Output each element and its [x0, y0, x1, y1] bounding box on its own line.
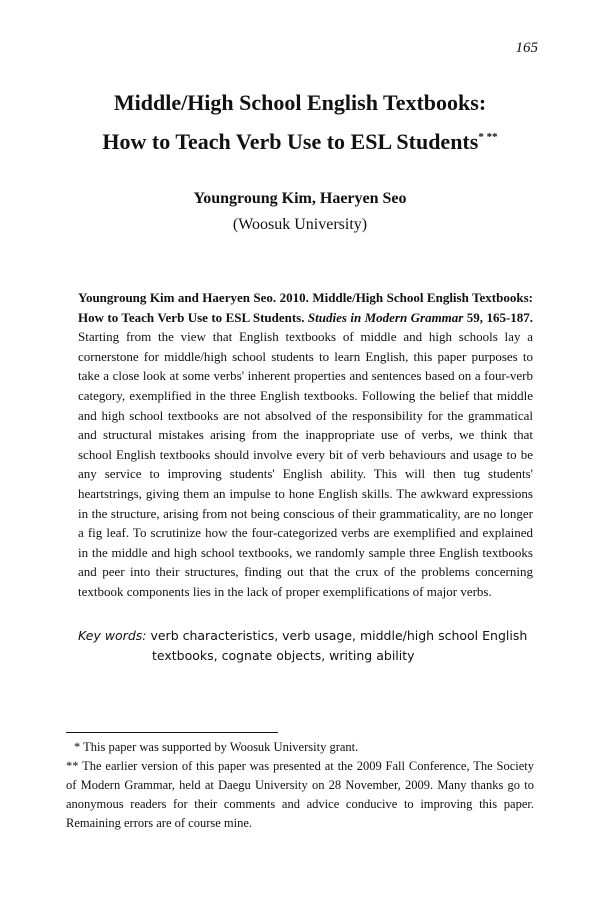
footnote-1-text: * This paper was supported by Woosuk University grant. [74, 740, 359, 754]
author-affiliation: (Woosuk University) [232, 216, 368, 233]
title-line-2 [0, 120, 600, 159]
page-number: 165 [515, 40, 538, 56]
title-footnote-marks: * ** [478, 131, 498, 143]
author-names: Youngroung Kim, Haeryen Seo [193, 190, 407, 207]
footnote-1 [66, 738, 534, 757]
title-line-1: Middle/High School English Textbooks: [113, 90, 487, 115]
keywords-line-1: verb characteristics, verb usage, middle/high school English [150, 628, 528, 643]
keywords-label: Key words: [78, 628, 147, 643]
abstract-journal: Studies in Modern Grammar [307, 309, 464, 325]
paper-title [0, 86, 600, 159]
footnote-2-text: ** The earlier version of this paper was presented at the 2009 Fall Conference, The Society of Modern Grammar, held at Daegu University on 28 November, 2009. Many thanks go to anonymous readers for their comments and advice conducive to improving this paper. Remaining errors are of course mine. [66, 759, 534, 830]
footnote-divider [66, 732, 278, 733]
title-line-2-text: How to Teach Verb Use to ESL Students [102, 129, 479, 154]
footnotes [66, 738, 534, 833]
abstract-body: Starting from the view that English textbooks of middle and high schools lay a cornerstone for middle/high school students to learn English, this paper purposes to take a close look at some verbs' inherent properties and sentences based on a four-verb category, exemplified in the three English textbooks. Following the belief that middle and high school textbooks are not absolved of the responsibility for the grammatical and structural mistakes arising from the inappropriate use of verbs, we think that school English textbooks should involve every bit of verb behaviours and usage to be any service to improving students' English ability. This will then tug students' heartstrings, giving them an impulse to hone English skills. The awkward expressions in the structure, arising from not being conscious of their grammaticality, are no longer a fig leaf. To scrutinize how the four-categorized verbs are exemplified and explained in the middle and high school textbooks, we randomly sample three English textbooks and peer into their structures, finding out that the crux of the problems concerning textbook components lies in the lack of proper exemplifications of major verbs. [78, 329, 533, 599]
keywords [78, 626, 533, 666]
abstract-citation: Youngroung Kim and Haeryen Seo. 2010. Middle/High School English Textbooks: How to Teach Verb Use to ESL Students. [78, 290, 533, 325]
abstract-volume-pages: 59, 165-187. [466, 309, 534, 325]
keywords-line-2: textbooks, cognate objects, writing ability [152, 648, 415, 663]
footnote-2 [66, 757, 534, 833]
abstract [78, 288, 533, 602]
